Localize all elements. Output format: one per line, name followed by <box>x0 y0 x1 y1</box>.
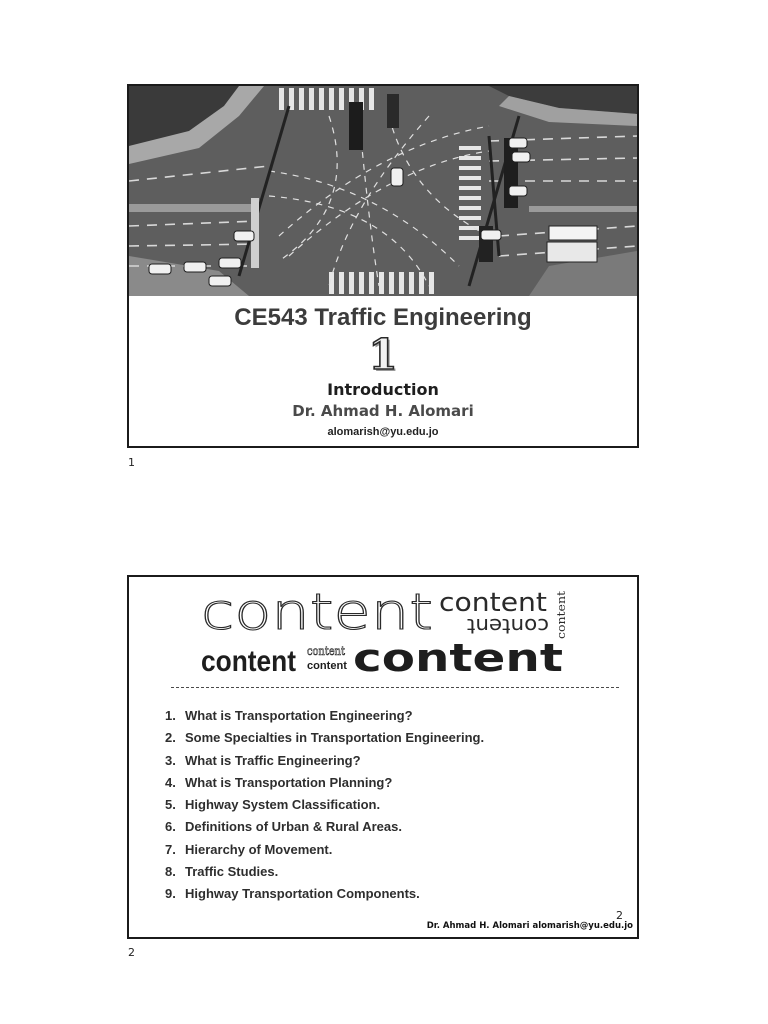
page-number: 1 <box>128 456 135 469</box>
list-item: 7. Hierarchy of Movement. <box>165 841 333 857</box>
content-word-cloud <box>129 577 637 687</box>
list-item: 5. Highway System Classification. <box>165 797 381 813</box>
list-item: 9. Highway Transportation Components. <box>165 886 420 902</box>
list-item: 6. Definitions of Urban & Rural Areas. <box>165 819 402 835</box>
list-item: 8. Traffic Studies. <box>165 864 279 880</box>
course-title: CE543 Traffic Engineering <box>234 304 532 331</box>
list-item: 3. What is Traffic Engineering? <box>165 752 361 768</box>
wordcloud-bold-left: content <box>201 645 297 678</box>
lecture-number: 1 <box>368 330 398 379</box>
title-slide <box>127 84 639 448</box>
page-number: 2 <box>128 946 135 959</box>
dashed-divider <box>171 687 619 691</box>
wordcloud-vertical: content <box>555 596 568 639</box>
wordcloud-flipped: content <box>466 614 549 638</box>
author-email: alomarish@yu.edu.jo <box>327 426 439 438</box>
slide-footer: Dr. Ahmad H. Alomari alomarish@yu.edu.jo <box>426 921 633 931</box>
wordcloud-outline-small: content <box>307 644 346 658</box>
wordcloud-big: content <box>201 583 433 641</box>
list-item: 1. What is Transportation Engineering? <box>165 708 413 723</box>
intersection-aerial-photo <box>129 86 637 296</box>
contents-slide <box>127 575 639 939</box>
wordcloud-tiny: content <box>307 660 348 672</box>
list-item: 4. What is Transportation Planning? <box>165 774 393 790</box>
slide-number: 2 <box>616 909 623 922</box>
contents-list <box>165 705 484 906</box>
wordcloud-heavy: content <box>353 636 563 680</box>
lecture-subtitle: Introduction <box>327 380 439 399</box>
list-item: 2. Some Specialties in Transportation Engineering. <box>165 730 485 746</box>
author-name: Dr. Ahmad H. Alomari <box>292 402 474 420</box>
wordcloud-top-right: content <box>439 588 547 618</box>
